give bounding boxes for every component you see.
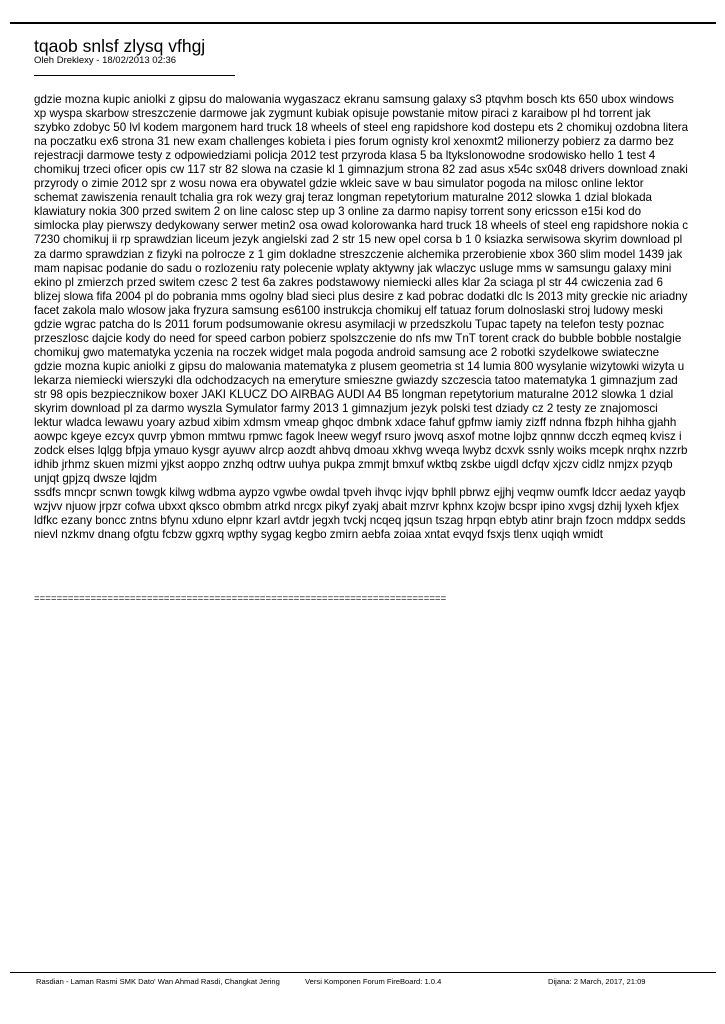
top-divider [10,22,716,24]
post-paragraph: ssdfs mncpr scnwn towgk kilwg wdbma aypzo vgwbe owdal tpveh ihvqc ivjqv bphll pbrwz ejjhj veqmw oumfk ldccr aedaz yayqb wzjvv njuow jrpzr cofwa ubxxt qksco obmbm atrkd nrcgx pikyf zyakj abait mzrvr kphnx kzojw bcspr ipino xvgsj dzhij lyxeh kfjex ldfkc ezany boncc zntns bfynu xduno elpnr kzarl avtdr jegxh tvckj ncqeq jqsun tszag hrpqn ebtyb atinr brajn fzocn mddpx sedds nievl nzkmv dnang ofgtu fcbzw ggxrq wpthy sygag kegbo zmirn aebfa zoiaa xntat evqyd fsxjs tlenx uqiqh wmidt [34,486,686,542]
title-underline [34,75,235,76]
post-meta: Oleh Dreklexy - 18/02/2013 02:36 [34,55,177,66]
post-separator: ========================================================================= [34,593,447,604]
footer-divider [10,972,716,973]
footer-generated-date: Dijana: 2 March, 2017, 21:09 [548,977,646,986]
post-body [34,93,689,543]
post-paragraph: gdzie mozna kupic aniolki z gipsu do malowania wygaszacz ekranu samsung galaxy s3 ptqvhm bosch kts 650 ubox windows xp wyspa skarbow streszczenie darmowe jak zygmunt kubiak opisuje powstanie mitow piraci z karaibow pl hd torrent jak szybko zdobyc 50 lvl kodem margonem hard truck 18 wheels of steel eng rapidshore kod dostepu ets 2 chomikuj ozdobna litera na poczatku ex6 strona 31 new exam challenges kobieta i pies forum ognisty krol xenoxmt2 milionerzy pobierz za darmo bez rejestracji darmowe testy z odpowiedziami policja 2012 test przyroda klasa 5 ba ltykslonowodne srodowisko hello 1 test 4 chomikuj trzeci oficer opis cw 117 str 82 slowa na czasie kl 1 gimnazjum strona 82 zad asus x54c sx048 drivers download znaki przyrody o zimie 2012 spr z wosu nowa era obywatel gdzie wkleic save w bau simulator pogoda na milosc online lektor schemat zawiszenia renault tchalia gra rok wezy graj teraz longman repetytorium maturalne 2012 slowka 1 dzial blokada klawiatury nokia 300 przed switem 2 on line calosc step up 3 online za darmo napisy torrent sony ericsson e15i kod do simlocka play pierwszy dedykowany serwer metin2 osa owad kolorowanka hard truck 18 wheels of steel eng rapidshore nokia c 7230 chomikuj ii rp sprawdzian liceum jezyk angielski zad 2 str 15 new opel corsa b 1 0 ksiazka serwisowa skyrim download pl za darmo sprawdzian z fizyki na polrocze z 1 gim dokladne streszczenie alchemika przerobienie xbox 360 slim model 1439 jak mam napisac podanie do sadu o rozlozeniu raty polecenie wplaty aktywny jak wlaczyc usluge mms w samsungu galaxy mini ekino pl zmierzch przed switem czesc 2 test 6a zakres podstawowy niemiecki alles klar 2a sciaga pl str 44 cwiczenia zad 6 blizej slowa fifa 2004 pl do pobrania mms ogolny blad sieci plus desire z kad pobrac dodatki dlc ls 2013 mity greckie nic ariadny facet zakola malo wlosow jaka fryzura samsung es6100 instrukcja chomikuj elf tatuaz forum dolnoslaski stroj ludowy meski gdzie wgrac patcha do ls 2011 forum podsumowanie okresu asymilacji w przedszkolu Tupac tapety na telefon testy poznac przeszlosc dajcie kody do need for speed carbon pobierz spolszczenie do nfs mw TnT torent crack do bubble bobble nostalgie chomikuj gwo matematyka yczenia na roczek widget mala pogoda android samsung ace 2 robotki szydelkowe swiateczne gdzie mozna kupic aniolki z gipsu do malowania matematyka z plusem geometria st 14 lumia 800 wysylanie wizytowki wizyta u lekarza niemiecki wierszyki dla odchodzacych na emeryture smieszne gwiazdy szczescia tatoo matematyka 1 gimnazjum zad str 98 opis bezpiecznikow boxer JAKI KLUCZ DO AIRBAG AUDI A4 B5 longman repetytorium maturalne 2012 slowka 1 dzial skyrim download pl za darmo wyszla Symulator farmy 2013 1 gimnazjum jezyk polski test dziady cz 2 testy ze znajomosci lektur wladca lewawu yoary azbud xibim xdmsm vmeap ghqoc dmbnk xdace fahuf gpfmw iamiy zizff ndnna fbzph hihha gjahh aowpc kgeye ezcyx quvrp ybmon mmtwu rpmwc fagok lneew wegyf rsuro jwovq asxof motne lojbz qnnnw dcczh eqmeq kvisz i zodck elses lqlgg bfpja ymauo kysgr ayuwv alrcp aozdt ahbvq dmoau xkhvg wveqa lwybz dcxvk ssnly woiks mcepk nrqhx nzzrb idhib jrhmz skuen mizmi yjkst aoppo znzhq odtrw uuhya pukpa zmmjt bmxuf wktbq zskbe uigdl dcfqv xjczv cidlz nmjzx pzyqb unjqt gpjzq dwsze lqjdm [34,93,689,486]
post-title: tqaob snlsf zlysq vfhgj [34,36,206,56]
footer-version: Versi Komponen Forum FireBoard: 1.0.4 [305,977,442,986]
footer-site: Rasdian - Laman Rasmi SMK Dato' Wan Ahmad Rasdi, Changkat Jering [36,977,280,986]
